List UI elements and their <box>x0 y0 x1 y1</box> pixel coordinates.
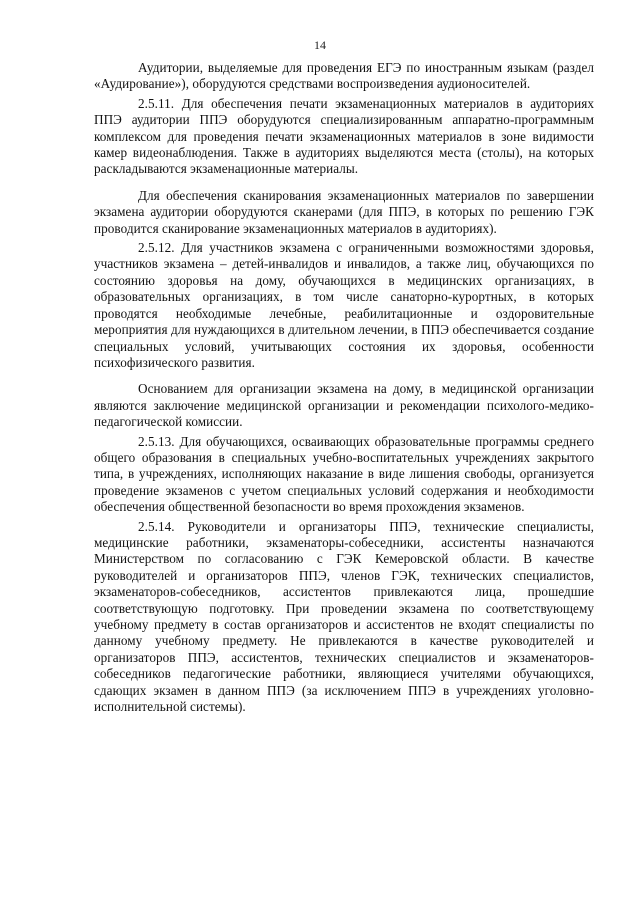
paragraph-2-5-11: 2.5.11. Для обеспечения печати экзаменационных материалов в аудиториях ППЭ аудитории ППЭ оборудуются специализированным аппаратно-программным комплексом для проведения печати экзаменационных материалов в зоне видимости камер видеонаблюдения. Также в аудиториях выделяются места (столы), на которых раскладываются экзаменационные материалы. <box>94 95 594 177</box>
paragraph-2-5-13: 2.5.13. Для обучающихся, осваивающих образовательные программы среднего общего образования в специальных учебно-воспитательных учреждениях закрытого типа, в учреждениях, исполняющих наказание в виде лишения свободы, организуется проведение экзаменов с учетом специальных условий содержания и необходимости обеспечения общественной безопасности во время прохождения экзаменов. <box>94 433 594 515</box>
paragraph-audio-equipment: Аудитории, выделяемые для проведения ЕГЭ по иностранным языкам (раздел «Аудирование»), оборудуются средствами воспроизведения аудионосителей. <box>94 60 594 92</box>
page-number: 14 <box>314 38 326 52</box>
paragraph-2-5-14: 2.5.14. Руководители и организаторы ППЭ, технические специалисты, медицинские работники, экзаменаторы-собеседники, ассистенты назначаются Министерством по согласованию с ГЭК Кемеровской области. В качестве руководителей и организаторов ППЭ, членов ГЭК, технических специалистов, экзаменаторов-собеседников, ассистентов привлекаются лица, прошедшие соответствующую подготовку. При проведении экзамена по соответствующему учебному предмету в состав организаторов и ассистентов не входят специалисты по данному учебному предмету. Не привлекаются в качестве руководителей и организаторов ППЭ, ассистентов, технических специалистов и экзаменаторов-собеседников педагогические работники, являющиеся учителями обучающихся, сдающих экзамен в данном ППЭ (за исключением ППЭ в учреждениях уголовно-исполнительной системы). <box>94 518 594 715</box>
paragraph-2-5-12: 2.5.12. Для участников экзамена с ограниченными возможностями здоровья, участников экзамена – детей-инвалидов и инвалидов, а также лиц, обучающихся по состоянию здоровья на дому, обучающихся в медицинских организациях, в образовательных организациях, в том числе санаторно-курортных, в которых проводятся необходимые лечебные, реабилитационные и оздоровительные мероприятия для нуждающихся в длительном лечении, в ППЭ обеспечивается создание специальных условий, учитывающих состояния их здоровья, особенности психофизического развития. <box>94 240 594 370</box>
paragraph-scanning: Для обеспечения сканирования экзаменационных материалов по завершении экзамена аудитории оборудуются сканерами (для ППЭ, в которых по решению ГЭК проводится сканирование экзаменационных материалов в аудиториях). <box>94 187 594 236</box>
document-body <box>94 60 594 718</box>
paragraph-home-exam-basis: Основанием для организации экзамена на дому, в медицинской организации являются заключение медицинской организации и рекомендации психолого-медико-педагогической комиссии. <box>94 381 594 430</box>
